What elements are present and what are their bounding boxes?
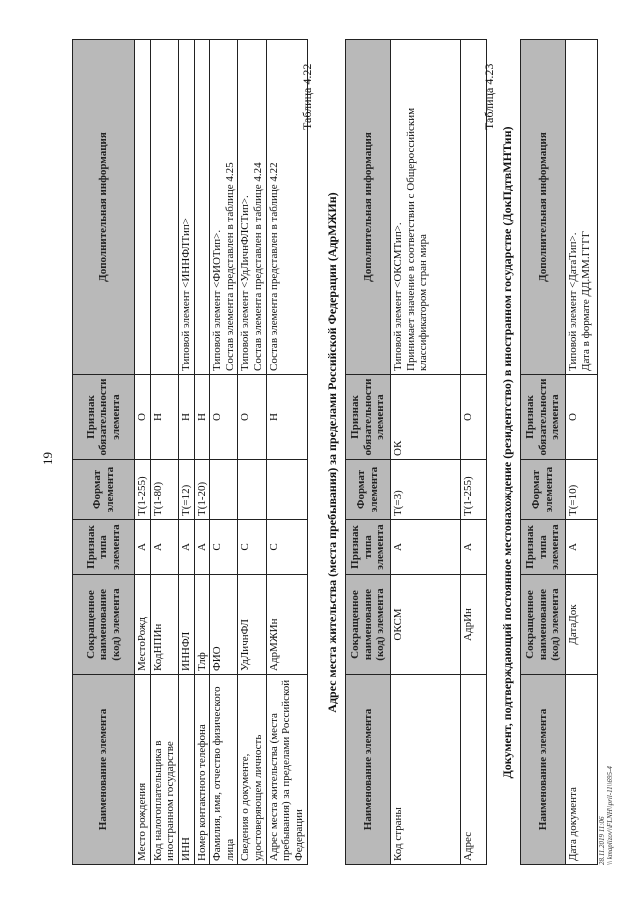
cell-format: T(=10) bbox=[566, 460, 598, 520]
cell-info: Типовой элемент <ФИОТип>. Состав элемента представлен в таблице 4.25 bbox=[210, 40, 238, 375]
table-header-row bbox=[346, 40, 391, 865]
cell-name: Фамилия, имя, отчество физического лица bbox=[210, 675, 238, 865]
table-row bbox=[150, 40, 178, 865]
cell-info: Состав элемента представлен в таблице 4.22 bbox=[266, 40, 307, 375]
header-cell: Наименование элемента bbox=[521, 675, 566, 865]
cell-info: Типовой элемент <ОКСМТип>. Принимает значение в соответствии с Общероссийским классификатором стран мира bbox=[391, 40, 461, 375]
header-cell: Наименование элемента bbox=[346, 675, 391, 865]
cell-type: А bbox=[461, 520, 487, 575]
cell-type: С bbox=[210, 520, 238, 575]
cell-format: T(1-80) bbox=[150, 460, 178, 520]
table-row bbox=[391, 40, 461, 865]
cell-required: ОК bbox=[391, 375, 461, 460]
table-row bbox=[135, 40, 151, 865]
cell-code: Тлф bbox=[194, 575, 210, 675]
cell-format bbox=[210, 460, 238, 520]
cell-type: А bbox=[178, 520, 194, 575]
cell-code: ИННФЛ bbox=[178, 575, 194, 675]
cell-format: T(1-255) bbox=[461, 460, 487, 520]
table-caption: Таблица 4.22 bbox=[300, 63, 314, 130]
cell-type: С bbox=[238, 520, 266, 575]
table-row bbox=[266, 40, 307, 865]
header-cell: Признак типа элемента bbox=[346, 520, 391, 575]
cell-required: Н bbox=[266, 375, 307, 460]
cell-code: АдрИн bbox=[461, 575, 487, 675]
cell-code: АдрМЖИн bbox=[266, 575, 307, 675]
cell-name: Сведения о документе, удостоверяющем личность bbox=[238, 675, 266, 865]
cell-name: Адрес места жительства (места пребывания) за пределами Российской Федерации bbox=[266, 675, 307, 865]
cell-required: О bbox=[238, 375, 266, 460]
header-cell: Сокращенное наименование (код) элемента bbox=[73, 575, 135, 675]
cell-name: Дата документа bbox=[566, 675, 598, 865]
header-cell: Формат элемента bbox=[521, 460, 566, 520]
table-title: Документ, подтверждающий постоянное местонахождение (резидентство) в иностранном государстве (ДокПдтвМНТин) bbox=[500, 126, 514, 779]
table-header-row bbox=[521, 40, 566, 865]
header-cell: Сокращенное наименование (код) элемента bbox=[346, 575, 391, 675]
cell-format bbox=[266, 460, 307, 520]
cell-format: T(1-20) bbox=[194, 460, 210, 520]
table-row bbox=[566, 40, 598, 865]
cell-info bbox=[150, 40, 178, 375]
table-header-row bbox=[73, 40, 135, 865]
header-cell: Сокращенное наименование (код) элемента bbox=[521, 575, 566, 675]
cell-info: Типовой элемент <ИННФЛТип> bbox=[178, 40, 194, 375]
header-cell: Признак типа элемента bbox=[521, 520, 566, 575]
cell-name: ИНН bbox=[178, 675, 194, 865]
cell-type: А bbox=[194, 520, 210, 575]
cell-format bbox=[238, 460, 266, 520]
cell-info: Типовой элемент <ДатаТип>. Дата в формате ДД.ММ.ГГГГ bbox=[566, 40, 598, 375]
cell-name: Код налогоплательщика в иностранном государстве bbox=[150, 675, 178, 865]
header-cell: Признак обязательности элемента bbox=[73, 375, 135, 460]
footer-stamp bbox=[598, 766, 615, 865]
header-cell: Формат элемента bbox=[346, 460, 391, 520]
cell-type: А bbox=[150, 520, 178, 575]
cell-format: T(=3) bbox=[391, 460, 461, 520]
cell-type: А bbox=[566, 520, 598, 575]
cell-code: ОКСМ bbox=[391, 575, 461, 675]
table-title: Адрес места жительства (места пребывания) за пределами Российской Федерации (АдрМЖИн) bbox=[325, 192, 339, 713]
header-cell: Формат элемента bbox=[73, 460, 135, 520]
cell-name: Место рождения bbox=[135, 675, 151, 865]
header-cell: Дополнительная информация bbox=[346, 40, 391, 375]
footer-stamp-line: \\ kmaplizov\\FLNH\\pril-11\\695-4 bbox=[606, 766, 615, 865]
cell-name: Код страны bbox=[391, 675, 461, 865]
cell-info bbox=[194, 40, 210, 375]
cell-code: ДатаДок bbox=[566, 575, 598, 675]
header-cell: Признак обязательности элемента bbox=[521, 375, 566, 460]
page-number: 19 bbox=[40, 452, 55, 465]
cell-info bbox=[135, 40, 151, 375]
table-continuation bbox=[72, 39, 308, 865]
header-cell: Дополнительная информация bbox=[521, 40, 566, 375]
cell-name: Адрес bbox=[461, 675, 487, 865]
table-4-23 bbox=[520, 39, 598, 865]
cell-info: Типовой элемент <УдЛичнФЛСТип>. Состав элемента представлен в таблице 4.24 bbox=[238, 40, 266, 375]
table-row bbox=[461, 40, 487, 865]
footer-stamp-line: 28.11.2019 11:06 bbox=[598, 816, 606, 865]
table-row bbox=[238, 40, 266, 865]
cell-code: УдЛичнФЛ bbox=[238, 575, 266, 675]
cell-required: Н bbox=[150, 375, 178, 460]
header-cell: Наименование элемента bbox=[73, 675, 135, 865]
cell-type: С bbox=[266, 520, 307, 575]
cell-required: Н bbox=[178, 375, 194, 460]
table-row bbox=[210, 40, 238, 865]
header-cell: Дополнительная информация bbox=[73, 40, 135, 375]
header-cell: Признак типа элемента bbox=[73, 520, 135, 575]
table-row bbox=[194, 40, 210, 865]
table-row bbox=[178, 40, 194, 865]
header-cell: Признак обязательности элемента bbox=[346, 375, 391, 460]
table-caption: Таблица 4.23 bbox=[482, 63, 496, 130]
table-4-22 bbox=[345, 39, 487, 865]
cell-format: T(=12) bbox=[178, 460, 194, 520]
cell-required: О bbox=[135, 375, 151, 460]
cell-code: ФИО bbox=[210, 575, 238, 675]
cell-required: О bbox=[210, 375, 238, 460]
cell-code: КодНПИн bbox=[150, 575, 178, 675]
cell-type: А bbox=[135, 520, 151, 575]
cell-code: МестоРожд bbox=[135, 575, 151, 675]
cell-required: Н bbox=[194, 375, 210, 460]
cell-name: Номер контактного телефона bbox=[194, 675, 210, 865]
cell-required: О bbox=[566, 375, 598, 460]
cell-required: О bbox=[461, 375, 487, 460]
cell-format: T(1-255) bbox=[135, 460, 151, 520]
cell-type: А bbox=[391, 520, 461, 575]
